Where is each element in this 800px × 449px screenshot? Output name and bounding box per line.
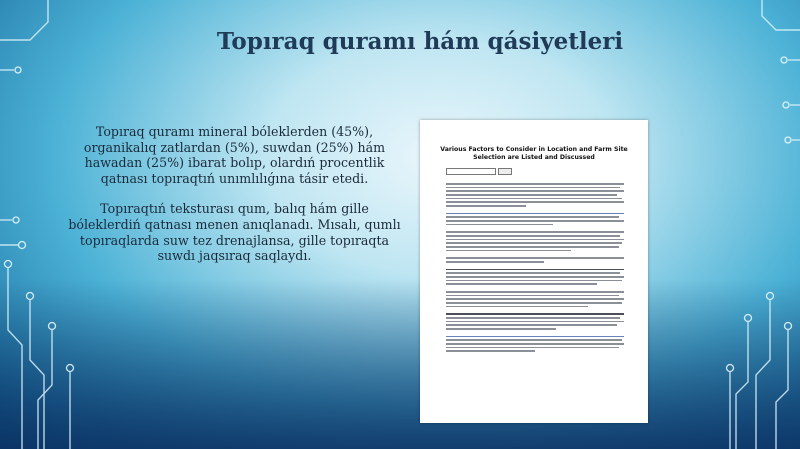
document-paragraph bbox=[446, 183, 624, 207]
document-search-input bbox=[446, 168, 496, 175]
document-paragraph bbox=[446, 231, 624, 251]
document-paragraph bbox=[446, 313, 624, 329]
slide-body bbox=[62, 124, 407, 279]
document-image bbox=[420, 120, 648, 423]
document-paragraph bbox=[446, 213, 624, 226]
document-paragraph bbox=[446, 257, 624, 262]
document-paragraph bbox=[446, 269, 624, 285]
document-search-button bbox=[498, 168, 512, 175]
document-title: Various Factors to Consider in Location and Farm Site Selection are Listed and Discussed bbox=[440, 146, 628, 161]
body-paragraph-texture: Topıraqtıń teksturası qum, balıq hám gille bóleklerdiń qatnası menen anıqlanadı. Mısalı, qumlı topıraqlarda suw tez drenajlansa, gille topıraqta suwdı jaqsıraq saqlaydı. bbox=[68, 201, 401, 264]
document-search bbox=[446, 168, 648, 175]
body-paragraph-composition: Topıraq quramı mineral bóleklerden (45%), organikalıq zatlardan (5%), suwdan (25%) hám hawadan (25%) ibarat bolıp, olardıń procentlik qatnası topıraqtıń unımlılıǵına tásir etedi. bbox=[83, 124, 386, 186]
document-paragraph bbox=[446, 336, 624, 352]
document-body bbox=[420, 183, 648, 352]
document-paragraph bbox=[446, 291, 624, 307]
slide-title: Topıraq quramı hám qásiyetleri bbox=[216, 28, 624, 55]
